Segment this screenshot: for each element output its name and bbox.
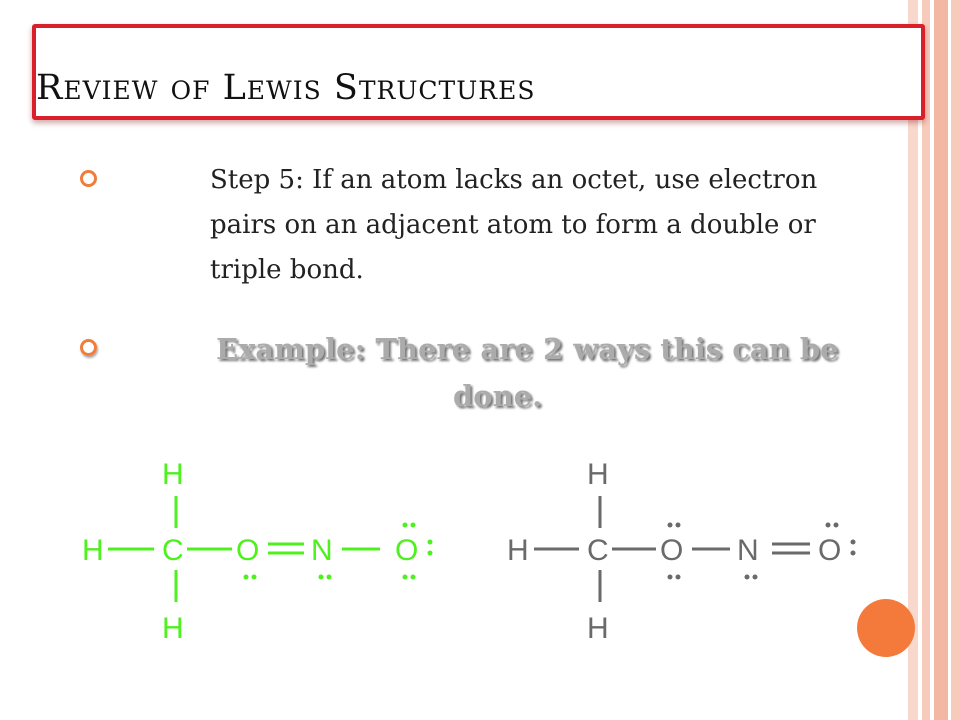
atom-label: N [311,534,333,567]
slide-title: Review of Lewis Structures [36,68,536,108]
accent-circle [857,599,915,657]
atom-label: O [236,534,260,567]
atom-label: H [507,534,529,567]
atom-label: H [82,534,104,567]
lewis-structures-diagram [60,450,880,650]
left-atoms [82,458,418,645]
atom-label: C [162,534,184,567]
atom-label: H [162,612,184,645]
atom-label: H [587,458,609,491]
lewis-structure-left [82,458,433,645]
atom-label: O [395,534,419,567]
bullet-icon [80,170,97,187]
atom-label: O [818,534,842,567]
lewis-structure-right [507,458,856,645]
atom-label: O [660,534,684,567]
step-5-text: Step 5: If an atom lacks an octet, use electron pairs on an adjacent atom to form a double or triple bond. [210,165,818,285]
atom-label: C [587,534,609,567]
atom-label: H [162,458,184,491]
example-text-line-1: Example: There are 2 ways this can be [216,332,839,366]
atom-label: H [587,612,609,645]
bullet-icon [80,339,97,356]
example-text-line-2: done. [453,379,543,413]
atom-label: N [737,534,759,567]
